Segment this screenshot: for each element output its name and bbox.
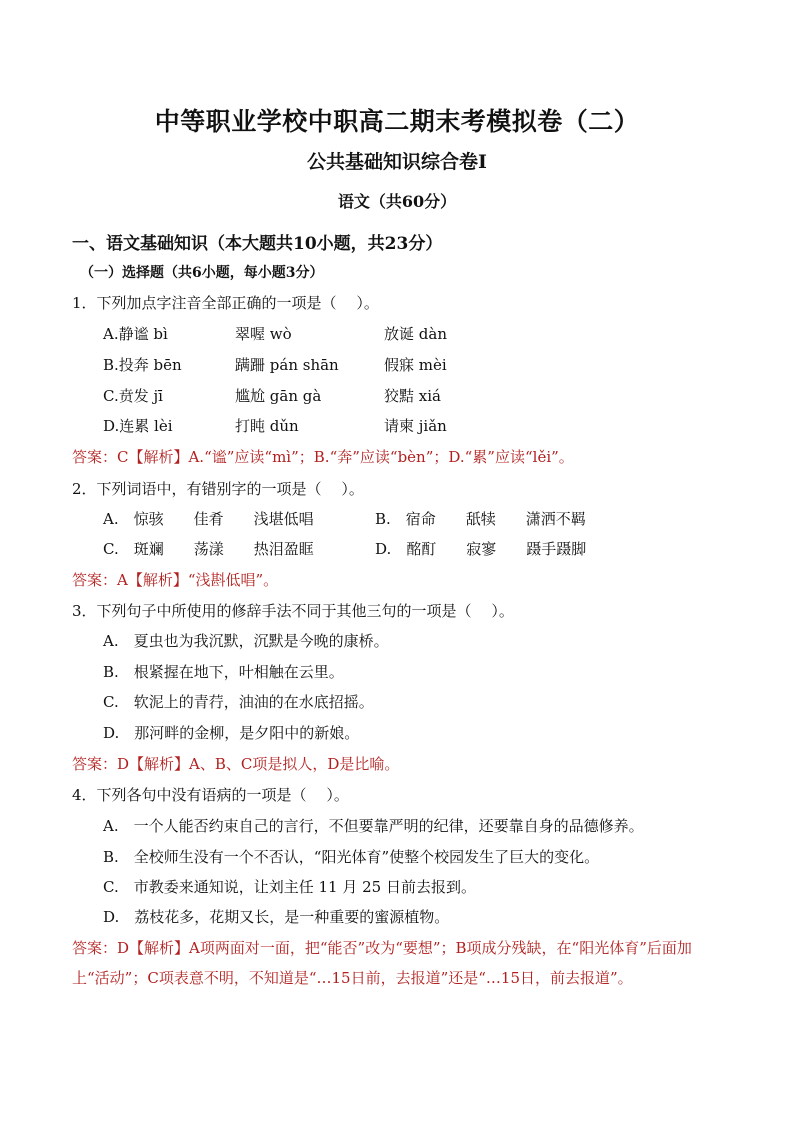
q1-option-b-2: 蹒跚 pán shān [235,356,339,374]
question-4-answer: 答案：D【解析】A项两面对一面，把“能否”改为“要想”；B项成分残缺，在“阳光体育”后面加上“活动”；C项表意不明，不知道是“…15日前，去报道”还是“…15日，前去报道”。 [72,939,692,987]
page-subtitle: 公共基础知识综合卷Ⅰ [307,151,487,173]
q2-option-c: C. 斑斓 荡漾 热泪盈眶 [103,540,314,558]
subsection-heading: （一）选择题（共6小题，每小题3分） [80,265,324,281]
q4-option-b: B. 全校师生没有一个不否认，“阳光体育”使整个校园发生了巨大的变化。 [103,848,600,866]
q1-option-d-3: 请柬 jiǎn [384,417,447,435]
question-4-stem: 4．下列各句中没有语病的一项是（ ）。 [72,786,349,804]
page-title: 中等职业学校中职高二期末考模拟卷（二） [154,107,640,136]
q3-option-a: A. 夏虫也为我沉默，沉默是今晚的康桥。 [103,632,389,650]
q1-option-b-3: 假寐 mèi [384,356,447,374]
q1-option-a-2: 翠喔 wò [235,325,292,343]
q1-option-a-3: 放诞 dàn [384,325,447,343]
q4-option-c: C. 市教委来通知说，让刘主任 11 月 25 日前去报到。 [103,878,476,896]
section-heading: 一、语文基础知识（本大题共10小题，共23分） [72,234,443,254]
q2-option-d: D. 酩酊 寂寥 蹑手蹑脚 [375,540,587,558]
q2-option-a: A. 惊骇 佳肴 浅堪低唱 [103,510,314,528]
q1-option-d-2: 打盹 dǔn [235,417,299,435]
question-1-stem: 1．下列加点字注音全部正确的一项是（ ）。 [72,294,379,312]
question-2-answer: 答案：A【解析】“浅斟低唱”。 [72,571,279,589]
question-1-answer: 答案：C【解析】A.“谧”应读“mì”；B.“奔”应读“bèn”；D.“累”应读“lěi”。 [72,448,574,466]
q4-option-d: D. 荔枝花多，花期又长，是一种重要的蜜源植物。 [103,908,450,926]
q1-option-c-2: 尴尬 gān gà [235,387,322,405]
subject-heading: 语文（共60分） [337,192,457,211]
q4-option-a: A. 一个人能否约束自己的言行，不但要靠严明的纪律，还要靠自身的品德修养。 [103,817,644,835]
q3-option-b: B. 根紧握在地下，叶相触在云里。 [103,663,344,681]
q1-option-c-1: C.贲发 jī [103,387,163,405]
question-2-stem: 2．下列词语中，有错别字的一项是（ ）。 [72,480,364,498]
q1-option-a-1: A.静谧 bì [103,325,168,343]
q1-option-b-1: B.投奔 bēn [103,356,182,374]
question-3-answer: 答案：D【解析】A、B、C项是拟人，D是比喻。 [72,755,400,773]
q3-option-d: D. 那河畔的金柳，是夕阳中的新娘。 [103,724,360,742]
q1-option-c-3: 狡黠 xiá [384,387,441,405]
q3-option-c: C. 软泥上的青荇，油油的在水底招摇。 [103,693,374,711]
q1-option-d-1: D.连累 lèi [103,417,173,435]
q2-option-b: B. 宿命 舐犊 潇洒不羁 [375,510,586,528]
question-3-stem: 3．下列句子中所使用的修辞手法不同于其他三句的一项是（ ）。 [72,602,514,620]
